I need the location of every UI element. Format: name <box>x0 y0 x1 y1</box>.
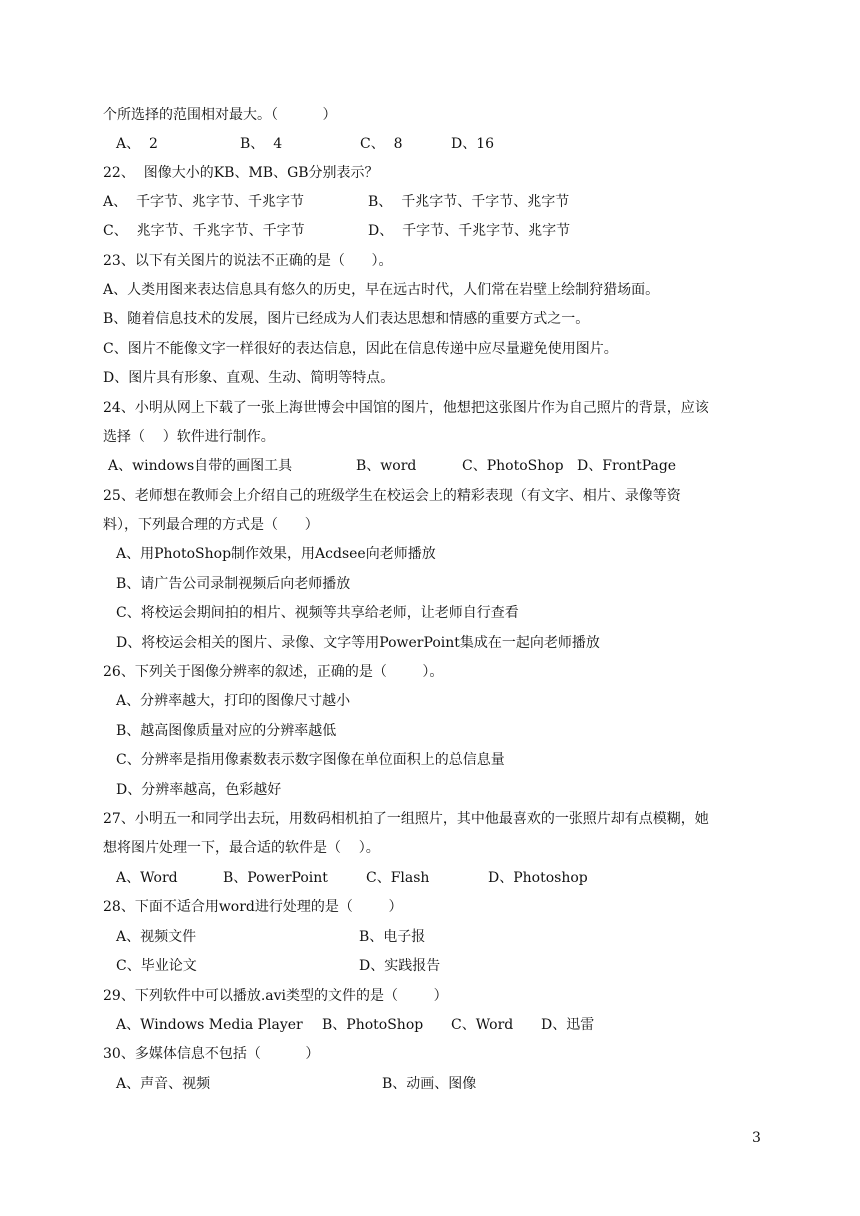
line-q24-1: 24、小明从网上下载了一张上海世博会中国馆的图片，他想把这张图片作为自己照片的背景，应该 <box>103 400 709 416</box>
option-q22-options-1-0: A、 千字节、兆字节、千兆字节 <box>103 194 305 210</box>
line-q25-c: C、将校运会期间拍的相片、视频等共享给老师，让老师自行查看 <box>116 605 519 621</box>
option-q30-options-1: B、动画、图像 <box>382 1076 477 1092</box>
option-q30-options-0: A、声音、视频 <box>116 1076 211 1092</box>
option-q27-options-0: A、Word <box>116 870 178 886</box>
line-q29: 29、下列软件中可以播放.avi类型的文件的是（ ） <box>103 988 448 1004</box>
line-q28: 28、下面不适合用word进行处理的是（ ） <box>103 899 403 915</box>
line-q23: 23、以下有关图片的说法不正确的是（ ）。 <box>103 253 393 269</box>
option-q27-options-2: C、Flash <box>366 870 430 886</box>
option-q29-options-0: A、Windows Media Player <box>116 1017 303 1033</box>
option-q22-options-1-1: B、 千兆字节、千字节、兆字节 <box>368 194 570 210</box>
line-q23-c: C、图片不能像文字一样很好的表达信息，因此在信息传递中应尽量避免使用图片。 <box>103 341 618 357</box>
line-q25-d: D、将校运会相关的图片、录像、文字等用PowerPoint集成在一起向老师播放 <box>116 635 600 651</box>
line-q26-b: B、越高图像质量对应的分辨率越低 <box>116 723 337 739</box>
option-q27-options-3: D、Photoshop <box>488 870 588 886</box>
option-q29-options-2: C、Word <box>451 1017 514 1033</box>
line-q23-b: B、随着信息技术的发展，图片已经成为人们表达思想和情感的重要方式之一。 <box>103 311 590 327</box>
line-q22: 22、 图像大小的KB、MB、GB分别表示？ <box>103 165 379 181</box>
option-q28-options-1-0: A、视频文件 <box>116 929 197 945</box>
option-q28-options-2-1: D、实践报告 <box>359 958 441 974</box>
line-q24-2: 选择（ ）软件进行制作。 <box>103 429 275 445</box>
option-q29-options-3: D、迅雷 <box>541 1017 595 1033</box>
line-q23-a: A、人类用图来表达信息具有悠久的历史，早在远古时代，人们常在岩壁上绘制狩猎场面。 <box>103 282 660 298</box>
option-q24-options-1: B、word <box>356 458 417 474</box>
option-q21-options-1: B、 4 <box>240 136 283 152</box>
option-q21-options-0: A、 2 <box>116 136 158 152</box>
option-q24-options-3: D、FrontPage <box>577 458 677 474</box>
option-q28-options-2-0: C、毕业论文 <box>116 958 197 974</box>
option-q29-options-1: B、PhotoShop <box>322 1017 424 1033</box>
line-q23-d: D、图片具有形象、直观、生动、简明等特点。 <box>103 370 395 386</box>
option-q27-options-1: B、PowerPoint <box>223 870 328 886</box>
line-q27-1: 27、小明五一和同学出去玩，用数码相机拍了一组照片，其中他最喜欢的一张照片却有点模糊，她 <box>103 811 709 827</box>
line-q26-a: A、分辨率越大，打印的图像尺寸越小 <box>116 693 351 709</box>
line-q25-b: B、请广告公司录制视频后向老师播放 <box>116 576 351 592</box>
option-q21-options-2: C、 8 <box>360 136 403 152</box>
line-q27-2: 想将图片处理一下，最合适的软件是（ ）。 <box>103 840 380 856</box>
line-q21-cont: 个所选择的范围相对最大。（ ） <box>103 107 337 123</box>
line-q26-d: D、分辨率越高，色彩越好 <box>116 782 282 798</box>
option-q24-options-0: A、windows自带的画图工具 <box>108 458 293 474</box>
option-q22-options-2-0: C、 兆字节、千兆字节、千字节 <box>103 223 305 239</box>
line-q26-c: C、分辨率是指用像素数表示数字图像在单位面积上的总信息量 <box>116 752 505 768</box>
line-q25-2: 料），下列最合理的方式是（ ） <box>103 517 319 533</box>
option-q22-options-2-1: D、 千字节、千兆字节、兆字节 <box>368 223 571 239</box>
option-q28-options-1-1: B、电子报 <box>359 929 426 945</box>
line-q30: 30、多媒体信息不包括（ ） <box>103 1046 320 1062</box>
line-q25-a: A、用PhotoShop制作效果，用Acdsee向老师播放 <box>116 546 436 562</box>
line-q25-1: 25、老师想在教师会上介绍自己的班级学生在校运会上的精彩表现（有文字、相片、录像等资 <box>103 488 681 504</box>
option-q24-options-2: C、PhotoShop <box>462 458 564 474</box>
page-number: 3 <box>752 1130 761 1146</box>
line-q26: 26、下列关于图像分辨率的叙述，正确的是（ ）。 <box>103 664 444 680</box>
option-q21-options-3: D、16 <box>451 136 495 152</box>
